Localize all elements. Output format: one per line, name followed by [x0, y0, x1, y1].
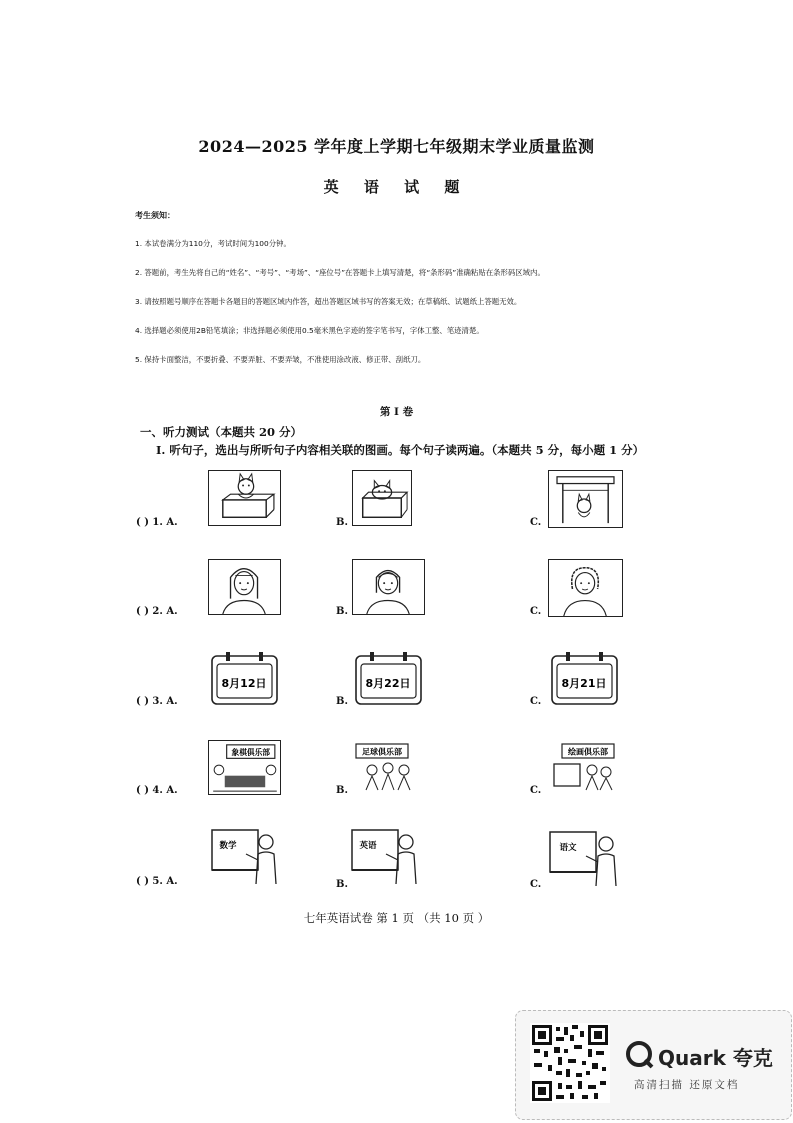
club-name-a: 象棋俱乐部	[231, 747, 270, 757]
q4-option-a-picture	[208, 740, 281, 795]
question-1-label: ( ) 1. A.	[136, 517, 178, 528]
calendar-date-a: 8月12日	[221, 677, 267, 690]
girl-icon	[353, 560, 424, 614]
quark-logo-icon	[626, 1041, 654, 1069]
board-subject-a: 数学	[219, 841, 237, 851]
section-title: 第 I 卷	[379, 406, 414, 418]
q3-option-c-picture	[548, 650, 621, 708]
q3-option-a-picture	[208, 650, 281, 708]
q3-option-b-picture	[352, 650, 425, 708]
question-5-option-c: C.	[530, 879, 542, 890]
page-subtitle: 英 语 试 题	[323, 178, 470, 196]
club-name-c: 绘画俱乐部	[568, 747, 608, 757]
q5-option-a-picture	[210, 828, 280, 886]
notice-item-5: 5. 保持卡面整洁，不要折叠、不要弄脏、不要弄皱，不准使用涂改液、修正带、刮纸刀。	[135, 355, 426, 364]
teacher-board-icon	[548, 830, 620, 888]
q2-option-c-picture	[548, 559, 623, 617]
question-3-option-b: B.	[336, 696, 348, 707]
q5-option-c-picture	[548, 830, 620, 888]
q1-option-a-picture	[208, 470, 281, 526]
question-1-option-c: C.	[530, 517, 542, 528]
cat-box-icon	[549, 471, 622, 527]
notice-item-2: 2. 答题前，考生先将自己的“姓名”、“考号”、“考场”、“座位号”在答题卡上填写清楚，将“条形码”准确粘贴在条形码区域内。	[135, 268, 545, 277]
board-subject-c: 语文	[559, 843, 577, 853]
part-title: 一、听力测试（本题共 20 分）	[140, 425, 303, 439]
calendar-icon	[548, 650, 621, 708]
teacher-board-icon	[210, 828, 280, 886]
notice-heading: 考生须知：	[135, 211, 175, 220]
club-banner-icon	[209, 741, 280, 794]
club-name-b: 足球俱乐部	[362, 747, 402, 757]
calendar-icon	[208, 650, 281, 708]
girl-icon	[209, 560, 280, 614]
question-1-option-b: B.	[336, 517, 348, 528]
qr-code-icon	[530, 1023, 610, 1103]
page-footer: 七年英语试卷 第 1 页 （共 10 页 ）	[303, 911, 490, 925]
question-5-label: ( ) 5. A.	[136, 876, 178, 887]
q1-option-c-picture	[548, 470, 623, 528]
club-banner-icon	[350, 740, 423, 795]
calendar-icon	[352, 650, 425, 708]
quark-tagline: 高清扫描 还原文档	[634, 1079, 740, 1091]
question-5-option-b: B.	[336, 879, 348, 890]
notice-item-4: 4. 选择题必须使用2B铅笔填涂；非选择题必须使用0.5毫米黑色字迹的签字笔书写，字体工整、笔迹清楚。	[135, 326, 484, 335]
calendar-date-b: 8月22日	[365, 677, 411, 690]
question-2-label: ( ) 2. A.	[136, 606, 178, 617]
q2-option-b-picture	[352, 559, 425, 615]
question-4-option-c: C.	[530, 785, 542, 796]
notice-item-1: 1. 本试卷满分为110分，考试时间为100分钟。	[135, 239, 291, 248]
instruction-text: I. 听句子，选出与所听句子内容相关联的图画。每个句子读两遍。（本题共 5 分，每小题 1 分）	[156, 443, 645, 457]
board-subject-b: 英语	[359, 841, 377, 851]
teacher-board-icon	[350, 828, 420, 886]
quark-watermark	[515, 1010, 792, 1120]
q4-option-c-picture	[548, 740, 621, 795]
q4-option-b-picture	[350, 740, 423, 795]
club-banner-icon	[548, 740, 621, 795]
girl-icon	[549, 560, 622, 616]
cat-box-icon	[209, 471, 280, 525]
cat-box-icon	[353, 471, 411, 525]
quark-brand: Quark 夸克	[658, 1046, 773, 1070]
notice-item-3: 3. 请按照题号顺序在答题卡各题目的答题区域内作答，超出答题区域书写的答案无效；在草稿纸、试题纸上答题无效。	[135, 297, 522, 306]
question-2-option-c: C.	[530, 606, 542, 617]
question-4-label: ( ) 4. A.	[136, 785, 178, 796]
question-3-option-c: C.	[530, 696, 542, 707]
question-4-option-b: B.	[336, 785, 348, 796]
q1-option-b-picture	[352, 470, 412, 526]
q2-option-a-picture	[208, 559, 281, 615]
page-title: 2024—2025 学年度上学期七年级期末学业质量监测	[198, 137, 595, 156]
q5-option-b-picture	[350, 828, 420, 886]
calendar-date-c: 8月21日	[561, 677, 607, 690]
question-2-option-b: B.	[336, 606, 348, 617]
question-3-label: ( ) 3. A.	[136, 696, 178, 707]
